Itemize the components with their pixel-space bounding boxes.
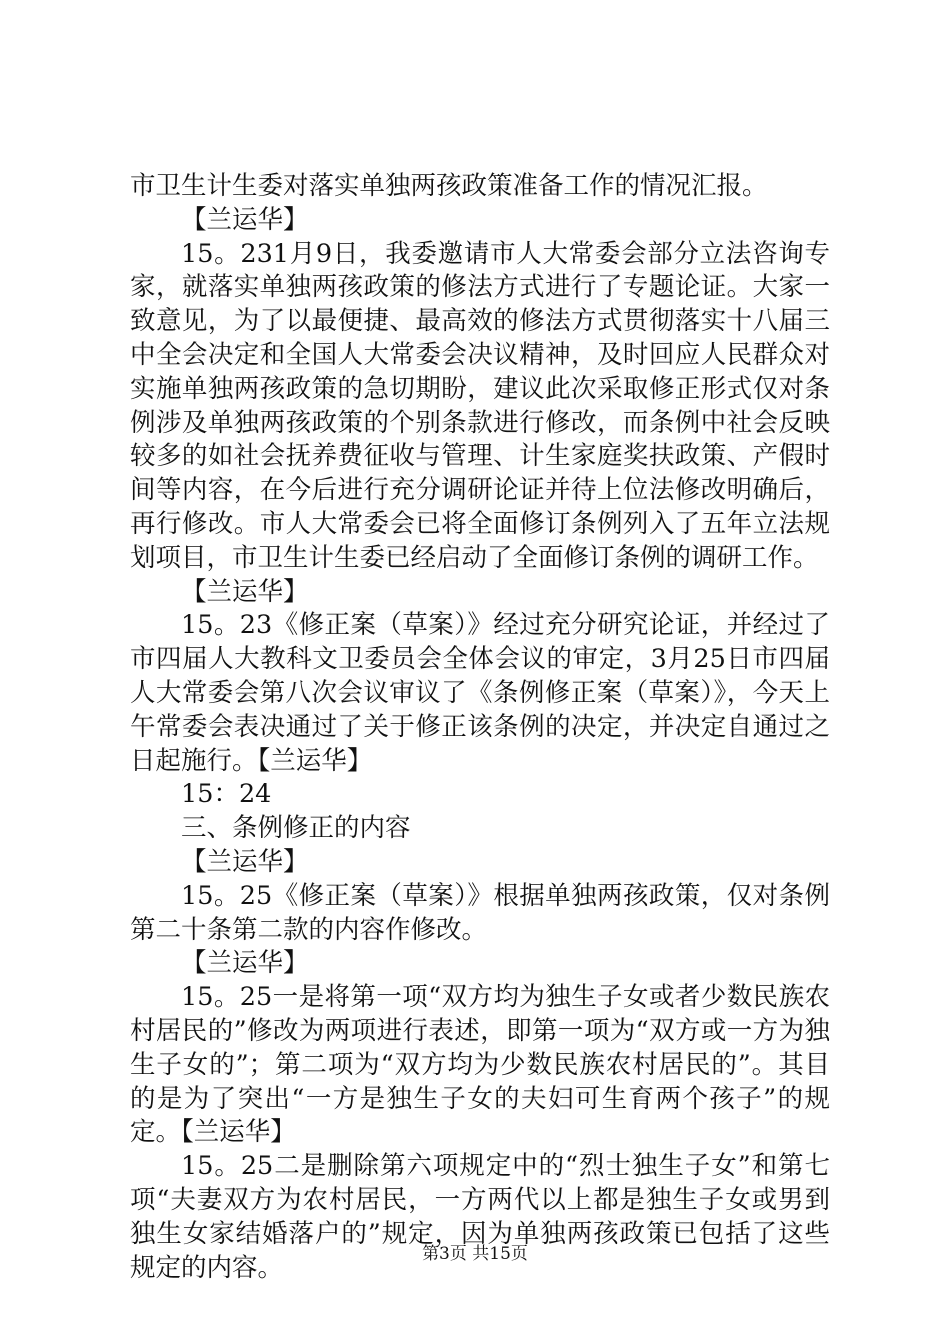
page-number: 第3页 共15页 bbox=[422, 1244, 528, 1264]
paragraph-6: 15：24 bbox=[181, 779, 272, 810]
paragraph-3: 15。231月9日，我委邀请市人大常委会部分立法咨询专家，就落实单独两孩政策的修法方式进行了专题论证。大家一致意见，为了以最便捷、最高效的修法方式贯彻落实十八届三中全会决定和全国人大常委会决议精神，及时回应人民群众对实施单独两孩政策的急切期盼，建议此次采取修正形式仅对条例涉及单独两孩政策的个别条款进行修改，而条例中社会反映较多的如社会抚养费征收与管理、计生家庭奖扶政策、产假时间等内容，在今后进行充分调研论证并待上位法修改明确后，再行修改。市人大常委会已将全面修订条例列入了五年立法规划项目，市卫生计生委已经启动了全面修订条例的调研工作。 bbox=[130, 238, 830, 573]
page-footer bbox=[0, 1243, 950, 1265]
paragraph-9: 15。25《修正案（草案）》根据单独两孩政策，仅对条例第二十条第二款的内容作修改。 bbox=[130, 880, 830, 945]
document-body bbox=[130, 170, 830, 1285]
section-heading: 三、条例修正的内容 bbox=[181, 813, 411, 844]
paragraph-1: 市卫生计生委对落实单独两孩政策准备工作的情况汇报。 bbox=[130, 171, 768, 201]
paragraph-8: 【兰运华】 bbox=[181, 846, 309, 877]
paragraph-5: 15。23《修正案（草案）》经过充分研究论证，并经过了市四届人大教科文卫委员会全体会议的审定，3月25日市四届人大常委会第八次会议审议了《条例修正案（草案）》，今天上午常委会表决通过了关于修正该条例的决定，并决定自通过之日起施行。【兰运华】 bbox=[130, 610, 830, 776]
paragraph-10: 【兰运华】 bbox=[181, 948, 309, 979]
paragraph-11: 15。25一是将第一项“双方均为独生子女或者少数民族农村居民的”修改为两项进行表述，即第一项为“双方或一方为独生子女的”；第二项为“双方均为少数民族农村居民的”。其目的是为了突出“一方是独生子女的夫妇可生育两个孩子”的规定。【兰运华】 bbox=[130, 982, 830, 1148]
paragraph-4: 【兰运华】 bbox=[181, 576, 309, 607]
paragraph-2: 【兰运华】 bbox=[181, 204, 309, 235]
paragraph-12: 15。25二是删除第六项规定中的“烈士独生子女”和第七项“夫妻双方为农村居民，一方两代以上都是独生子女或男到独生女家结婚落户的”规定，因为单独两孩政策已包括了这些规定的内容。 bbox=[130, 1151, 830, 1283]
